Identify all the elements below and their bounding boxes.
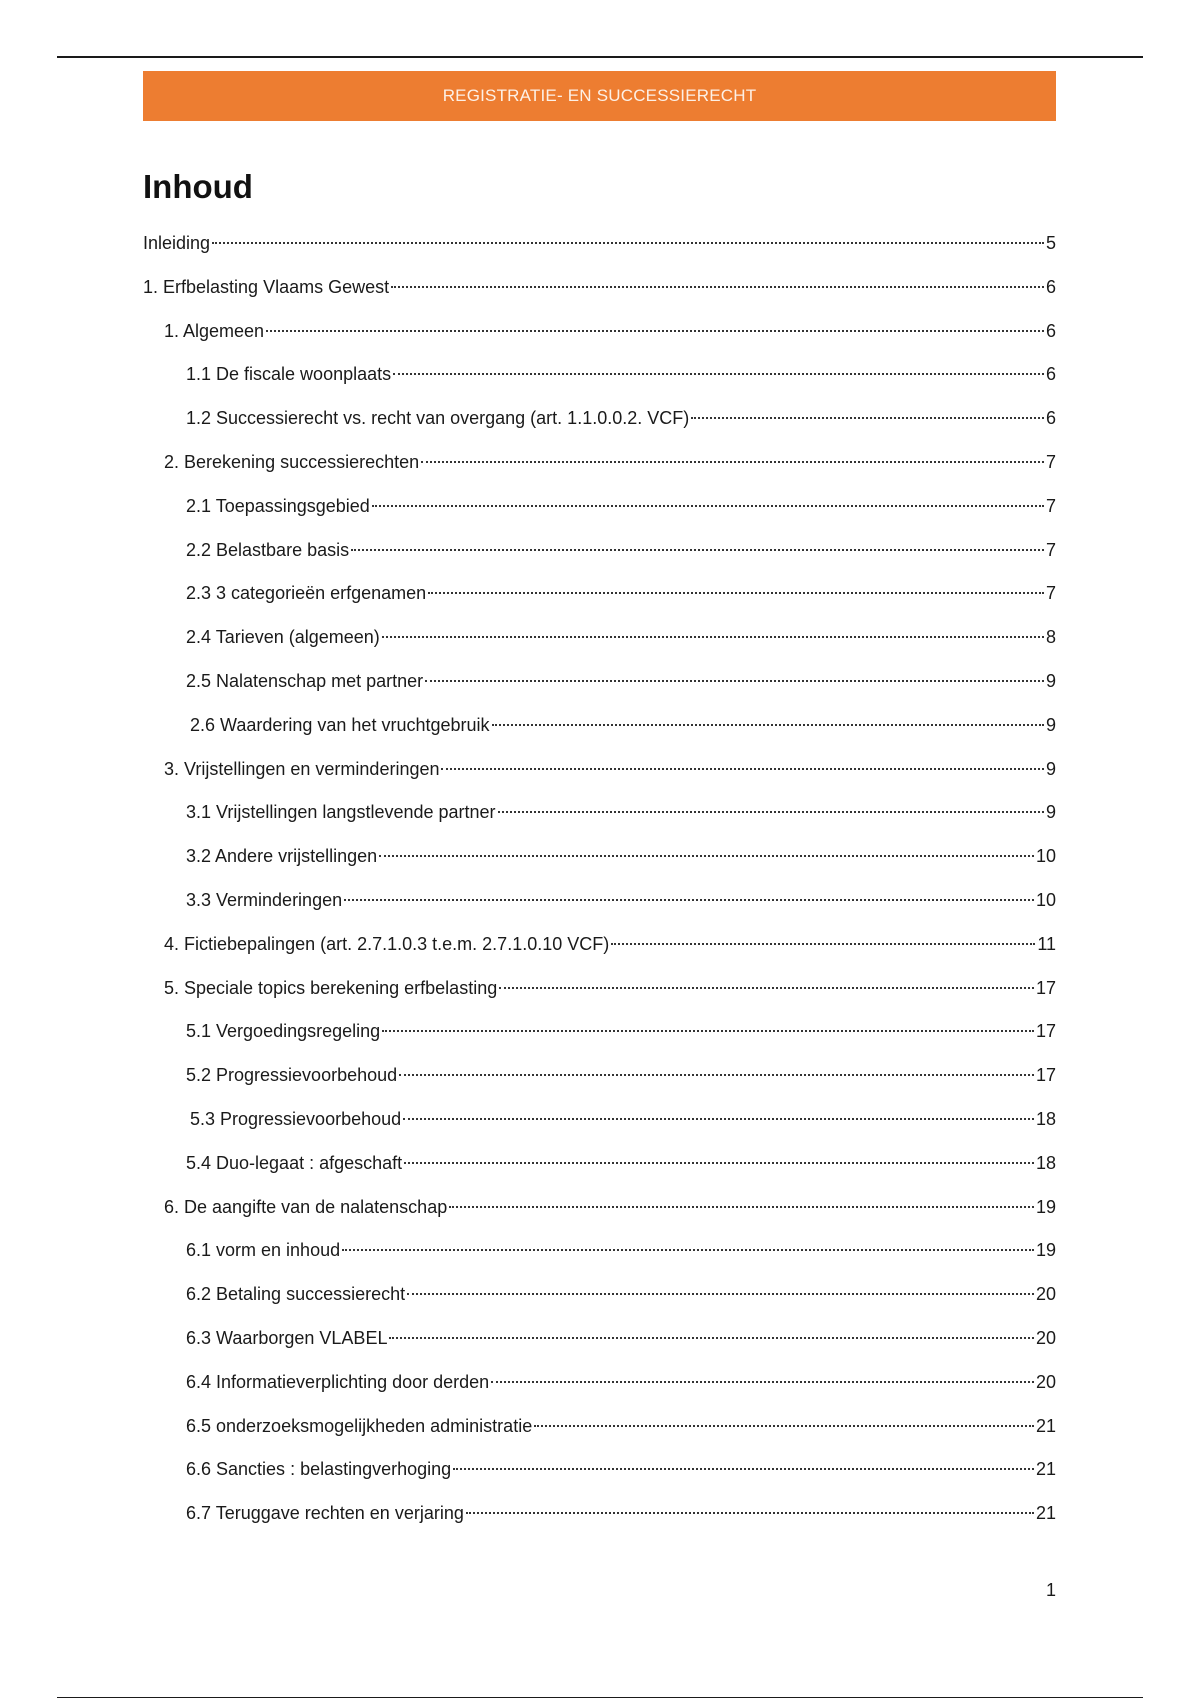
toc-entry-title[interactable]: 2.1 Toepassingsgebied (186, 495, 370, 516)
toc-entry-title[interactable]: 2.4 Tarieven (algemeen) (186, 627, 380, 648)
toc-entry-page[interactable]: 19 (1035, 1196, 1056, 1217)
toc-entry[interactable] (143, 1273, 1056, 1317)
toc-entry-title[interactable]: 6. De aangifte van de nalatenschap (164, 1196, 448, 1217)
toc-dot-leader (492, 724, 1044, 726)
toc-entry[interactable] (143, 222, 1056, 266)
toc-entry[interactable] (143, 835, 1056, 879)
toc-entry[interactable] (143, 441, 1056, 485)
toc-dot-leader (351, 549, 1044, 551)
toc-entry-title[interactable]: 5. Speciale topics berekening erfbelasting (164, 977, 498, 998)
toc-dot-leader (407, 1293, 1034, 1295)
toc-dot-leader (389, 1337, 1034, 1339)
toc-entry-title[interactable]: 6.5 onderzoeksmogelijkheden administratie (186, 1415, 533, 1436)
toc-entry[interactable] (143, 1229, 1056, 1273)
toc-dot-leader (498, 811, 1044, 813)
toc-dot-leader (266, 330, 1044, 332)
toc-entry[interactable] (143, 704, 1056, 748)
toc-heading: Inhoud (143, 168, 253, 205)
toc-entry-page[interactable]: 21 (1035, 1459, 1056, 1480)
toc-entry-page[interactable]: 18 (1035, 1108, 1056, 1129)
toc-entry[interactable] (143, 660, 1056, 704)
toc-entry-page[interactable]: 7 (1045, 451, 1056, 472)
toc-entry-title[interactable]: 3. Vrijstellingen en verminderingen (164, 758, 440, 779)
header-banner (143, 71, 1056, 121)
toc-entry-page[interactable]: 21 (1035, 1415, 1056, 1436)
toc-entry[interactable] (143, 1448, 1056, 1492)
toc-entry-title[interactable]: 4. Fictiebepalingen (art. 2.7.1.0.3 t.e.m. 2.7.1.0.10 VCF) (164, 933, 610, 954)
toc-dot-leader (449, 1206, 1034, 1208)
toc-dot-leader (382, 1030, 1034, 1032)
toc-entry-page[interactable]: 18 (1035, 1152, 1056, 1173)
toc-entry[interactable] (143, 572, 1056, 616)
toc-entry[interactable] (143, 1317, 1056, 1361)
toc-entry[interactable] (143, 879, 1056, 923)
toc-dot-leader (428, 592, 1044, 594)
toc-dot-leader (421, 461, 1044, 463)
toc-dot-leader (466, 1512, 1034, 1514)
toc-entry[interactable] (143, 1010, 1056, 1054)
page-number: 1 (1045, 1580, 1056, 1600)
toc-entry-page[interactable]: 6 (1045, 364, 1056, 385)
table-of-contents (143, 222, 1056, 1536)
toc-entry-title[interactable]: 1.1 De fiscale woonplaats (186, 364, 392, 385)
toc-entry-title[interactable]: 6.6 Sancties : belastingverhoging (186, 1459, 452, 1480)
toc-dot-leader (425, 680, 1044, 682)
toc-entry-title[interactable]: 2. Berekening successierechten (164, 451, 420, 472)
toc-entry-title[interactable]: 6.2 Betaling successierecht (186, 1284, 406, 1305)
toc-entry-title[interactable]: 6.3 Waarborgen VLABEL (186, 1327, 388, 1348)
toc-entry[interactable] (143, 485, 1056, 529)
toc-entry-page[interactable]: 21 (1035, 1503, 1056, 1524)
toc-dot-leader (344, 899, 1034, 901)
toc-entry-page[interactable]: 20 (1035, 1327, 1056, 1348)
toc-entry-page[interactable]: 7 (1045, 495, 1056, 516)
toc-dot-leader (611, 943, 1035, 945)
bottom-rule (57, 1697, 1143, 1698)
toc-dot-leader (379, 855, 1034, 857)
toc-entry[interactable] (143, 1098, 1056, 1142)
toc-entry[interactable] (143, 1142, 1056, 1186)
toc-entry-title[interactable]: 2.5 Nalatenschap met partner (186, 670, 424, 691)
toc-entry-title[interactable]: 6.1 vorm en inhoud (186, 1240, 341, 1261)
toc-dot-leader (499, 987, 1034, 989)
toc-entry-page[interactable]: 17 (1035, 1021, 1056, 1042)
toc-dot-leader (441, 768, 1044, 770)
toc-entry-page[interactable]: 17 (1035, 1065, 1056, 1086)
header-banner-text: REGISTRATIE- EN SUCCESSIERECHT (442, 86, 757, 105)
toc-entry-page[interactable]: 6 (1045, 276, 1056, 297)
toc-entry[interactable] (143, 1361, 1056, 1405)
toc-entry-page[interactable]: 5 (1045, 233, 1056, 253)
toc-entry-title[interactable]: 2.6 Waardering van het vruchtgebruik (190, 714, 490, 735)
toc-entry-page[interactable]: 9 (1045, 670, 1056, 691)
toc-entry[interactable] (143, 1492, 1056, 1536)
toc-dot-leader (404, 1162, 1034, 1164)
toc-entry-page[interactable]: 6 (1045, 320, 1056, 341)
toc-entry[interactable] (143, 1054, 1056, 1098)
toc-entry[interactable] (143, 397, 1056, 441)
toc-entry-page[interactable]: 9 (1045, 714, 1056, 735)
toc-entry[interactable] (143, 1405, 1056, 1449)
toc-dot-leader (342, 1249, 1034, 1251)
toc-entry-page[interactable]: 11 (1037, 933, 1056, 954)
toc-entry-title[interactable]: 2.3 3 categorieën erfgenamen (186, 583, 427, 604)
toc-entry[interactable] (143, 967, 1056, 1011)
toc-dot-leader (453, 1468, 1034, 1470)
toc-entry[interactable] (143, 310, 1056, 354)
toc-entry[interactable] (143, 748, 1056, 792)
toc-entry-page[interactable]: 7 (1045, 583, 1056, 604)
toc-entry-page[interactable]: 7 (1045, 539, 1056, 560)
toc-dot-leader (382, 636, 1044, 638)
toc-dot-leader (212, 242, 1044, 244)
toc-dot-leader (691, 417, 1044, 419)
toc-entry-title[interactable]: 6.7 Teruggave rechten en verjaring (186, 1503, 464, 1524)
toc-entry-page[interactable]: 10 (1035, 889, 1056, 910)
toc-dot-leader (491, 1381, 1034, 1383)
toc-dot-leader (391, 286, 1044, 288)
toc-dot-leader (393, 373, 1044, 375)
toc-entry-title[interactable]: 5.4 Duo-legaat : afgeschaft (186, 1152, 403, 1173)
toc-entry-title[interactable]: 5.2 Progressievoorbehoud (186, 1065, 398, 1086)
toc-entry-title[interactable]: 3.1 Vrijstellingen langstlevende partner (186, 802, 496, 823)
toc-entry-title[interactable]: 1. Algemeen (164, 320, 265, 341)
toc-entry-page[interactable]: 17 (1035, 977, 1056, 998)
toc-entry-title[interactable]: Inleiding (143, 233, 211, 253)
toc-entry-title[interactable]: 1. Erfbelasting Vlaams Gewest (143, 276, 390, 297)
toc-entry-title[interactable]: 6.4 Informatieverplichting door derden (186, 1371, 490, 1392)
toc-dot-leader (403, 1118, 1034, 1120)
top-rule (57, 56, 1143, 58)
toc-entry[interactable] (143, 923, 1056, 967)
toc-entry-title[interactable]: 5.3 Progressievoorbehoud (190, 1108, 402, 1129)
toc-entry-title[interactable]: 1.2 Successierecht vs. recht van overgang (art. 1.1.0.0.2. VCF) (186, 408, 690, 429)
toc-entry-page[interactable]: 9 (1045, 802, 1056, 823)
toc-entry-page[interactable]: 9 (1045, 758, 1056, 779)
toc-entry-title[interactable]: 3.2 Andere vrijstellingen (186, 846, 378, 867)
toc-dot-leader (399, 1074, 1034, 1076)
toc-entry-title[interactable]: 3.3 Verminderingen (186, 889, 343, 910)
toc-entry[interactable] (143, 529, 1056, 573)
toc-entry-page[interactable]: 20 (1035, 1284, 1056, 1305)
toc-entry-title[interactable]: 2.2 Belastbare basis (186, 539, 350, 560)
toc-entry-page[interactable]: 19 (1035, 1240, 1056, 1261)
toc-entry-page[interactable]: 8 (1045, 627, 1056, 648)
toc-entry[interactable] (143, 1186, 1056, 1230)
toc-entry[interactable] (143, 616, 1056, 660)
toc-entry[interactable] (143, 266, 1056, 310)
toc-entry-page[interactable]: 20 (1035, 1371, 1056, 1392)
toc-entry-page[interactable]: 10 (1035, 846, 1056, 867)
toc-entry[interactable] (143, 791, 1056, 835)
toc-entry-page[interactable]: 6 (1045, 408, 1056, 429)
toc-dot-leader (372, 505, 1044, 507)
toc-entry[interactable] (143, 353, 1056, 397)
toc-entry-title[interactable]: 5.1 Vergoedingsregeling (186, 1021, 381, 1042)
toc-dot-leader (534, 1425, 1034, 1427)
